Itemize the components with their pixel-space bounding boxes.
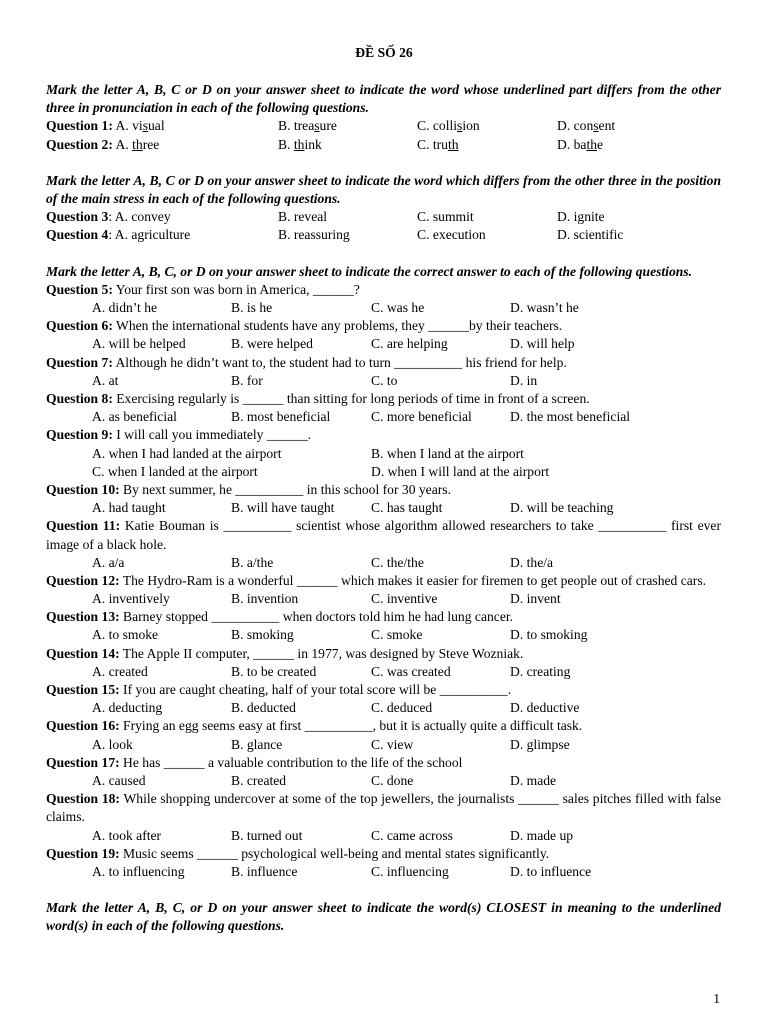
option-a: A. took after <box>92 827 162 843</box>
option-d: D. creating <box>510 663 571 679</box>
option-c: C. to <box>371 372 398 388</box>
question-label: Question 10: <box>46 481 120 497</box>
options-row <box>46 499 721 517</box>
question-label: Question 15: <box>46 682 120 698</box>
option-d: D. made <box>510 773 557 789</box>
page-title: ĐỀ SỐ 26 <box>355 45 413 60</box>
options-row <box>46 335 721 353</box>
option-b: B. created <box>231 773 287 789</box>
question-label: Question 19: <box>46 845 120 861</box>
option-c: C. deduced <box>371 700 433 716</box>
options-row <box>46 699 721 717</box>
question-stem <box>46 481 721 499</box>
option-b: B. glance <box>231 736 283 752</box>
question-label: Question 9: <box>46 427 113 443</box>
options-row <box>46 554 721 572</box>
option-a: A. caused <box>92 773 146 789</box>
question-label: Question 12: <box>46 572 120 588</box>
option-c: C. are helping <box>371 336 448 352</box>
question-stem <box>46 517 721 553</box>
question-label: Question 8: <box>46 390 113 406</box>
option-a: A. to smoke <box>92 627 159 643</box>
stress-instruction: Mark the letter A, B, C or D on your answer sheet to indicate the word which differs from the other three in the position of the main stress in each of the following questions. <box>46 172 721 206</box>
underlined-part: th <box>132 136 143 152</box>
options-row <box>46 736 721 754</box>
question-stem <box>46 317 721 335</box>
option-d: D. bathe <box>557 136 604 152</box>
option-b: B. invention <box>231 591 299 607</box>
option-c: C. execution <box>417 227 486 243</box>
option-a: A. as beneficial <box>92 409 177 425</box>
option-c: C. has taught <box>371 500 443 516</box>
question-text: When the international students have any problems, they ______by their teachers. <box>112 318 563 334</box>
option-a: A. to influencing <box>92 864 185 880</box>
option-b: B. most beneficial <box>231 409 331 425</box>
option-c: C. smoke <box>371 627 423 643</box>
option-b: B. reassuring <box>278 227 350 243</box>
option-a: A. didn’t he <box>92 299 158 315</box>
option-a: A. deducting <box>92 700 163 716</box>
option-c: C. view <box>371 736 414 752</box>
option-a: A. when I had landed at the airport <box>92 445 282 461</box>
question-text: Frying an egg seems easy at first __________, but it is actually quite a difficult task. <box>119 718 583 734</box>
option-c: C. the/the <box>371 554 424 570</box>
question-label: Question 7: <box>46 354 113 370</box>
option-a: A. created <box>92 663 148 679</box>
question-stem <box>46 426 721 444</box>
question-stem <box>46 608 721 626</box>
question-text: Although he didn’t want to, the student had to turn __________ his friend for help. <box>112 354 567 370</box>
options-row <box>46 772 721 790</box>
option-d: D. scientific <box>557 227 624 243</box>
question-list <box>46 281 721 881</box>
option-b: B. will have taught <box>231 500 335 516</box>
question-label: Question 1: <box>46 118 113 134</box>
options-row <box>46 863 721 881</box>
question-text: He has ______ a valuable contribution to the life of the school <box>119 754 463 770</box>
option-a: Question 3: A. convey <box>46 209 171 225</box>
option-d: D. to influence <box>510 864 592 880</box>
option-b: B. smoking <box>231 627 294 643</box>
option-d: D. made up <box>510 827 574 843</box>
question-text: By next summer, he __________ in this school for 30 years. <box>119 481 451 497</box>
question-stem <box>46 717 721 735</box>
option-c: C. influencing <box>371 864 449 880</box>
question-stem <box>46 354 721 372</box>
option-d: D. invent <box>510 591 561 607</box>
options-row <box>46 827 721 845</box>
question-1-row: Question 1: A. visual B. treasure C. collision D. consent <box>46 117 721 135</box>
underlined-part: s <box>142 118 148 134</box>
option-a: A. inventively <box>92 591 170 607</box>
option-c: C. more beneficial <box>371 409 472 425</box>
option-d: D. the/a <box>510 554 554 570</box>
option-a: Question 4: A. agriculture <box>46 227 191 243</box>
question-text: If you are caught cheating, half of your total score will be __________. <box>119 682 512 698</box>
question-text: Your first son was born in America, ______? <box>112 281 360 297</box>
grammar-instruction: Mark the letter A, B, C, or D on your answer sheet to indicate the correct answer to each of the following questions. <box>46 263 692 279</box>
question-stem <box>46 645 721 663</box>
option-d: D. in <box>510 372 538 388</box>
question-stem <box>46 390 721 408</box>
question-label: Question 11: <box>46 518 121 534</box>
option-c: C. done <box>371 773 414 789</box>
option-c: C. when I landed at the airport <box>92 463 258 479</box>
options-row <box>46 372 721 390</box>
options-row <box>46 408 721 426</box>
exam-content <box>46 81 721 936</box>
option-c: C. inventive <box>371 591 438 607</box>
options-row <box>46 590 721 608</box>
option-d: D. deductive <box>510 700 580 716</box>
question-label: Question 14: <box>46 645 120 661</box>
option-c: C. collision <box>417 118 480 134</box>
options-row <box>46 445 721 463</box>
option-a: A. at <box>92 372 119 388</box>
option-d: D. wasn’t he <box>510 299 579 315</box>
closest-meaning-instruction: Mark the letter A, B, C, or D on your answer sheet to indicate the word(s) CLOSEST in meaning to the underlined word(s) in each of the following questions. <box>46 900 721 934</box>
question-4-row <box>46 226 721 244</box>
option-b: B. to be created <box>231 663 317 679</box>
option-d: D. will be teaching <box>510 500 614 516</box>
question-text: Exercising regularly is ______ than sitting for long periods of time in front of a screen. <box>112 390 590 406</box>
option-a: A. will be helped <box>92 336 186 352</box>
option-d: D. ignite <box>557 209 605 225</box>
question-label: Question 16: <box>46 718 120 734</box>
pronunciation-instruction: Mark the letter A, B, C or D on your answer sheet to indicate the word whose underlined part differs from the other three in pronunciation in each of the following questions. <box>46 82 721 116</box>
question-stem <box>46 681 721 699</box>
question-text: The Hydro-Ram is a wonderful ______ which makes it easier for firemen to get people out of crashed cars. <box>119 572 707 588</box>
option-b: B. were helped <box>231 336 313 352</box>
option-a: A. had taught <box>92 500 166 516</box>
option-d: D. the most beneficial <box>510 409 631 425</box>
options-row <box>46 463 721 481</box>
option-b: B. is he <box>231 299 273 315</box>
options-row <box>46 626 721 644</box>
option-b: B. treasure <box>278 118 337 134</box>
option-b: B. for <box>231 372 263 388</box>
options-row <box>46 663 721 681</box>
question-text: I will call you immediately ______. <box>112 427 312 443</box>
option-c: C. summit <box>417 209 474 225</box>
question-stem <box>46 754 721 772</box>
option-d: D. will help <box>510 336 575 352</box>
question-label: Question 4 <box>46 227 109 243</box>
question-stem <box>46 572 721 590</box>
question-label: Question 13: <box>46 609 120 625</box>
option-a: A. look <box>92 736 133 752</box>
option-d: D. glimpse <box>510 736 570 752</box>
question-text: Music seems ______ psychological well-being and mental states significantly. <box>119 845 550 861</box>
option-c: C. came across <box>371 827 453 843</box>
option-c: C. was created <box>371 663 451 679</box>
option-d: D. to smoking <box>510 627 588 643</box>
question-3-row <box>46 208 721 226</box>
question-stem <box>46 845 721 863</box>
question-label: Question 18: <box>46 791 120 807</box>
question-label: Question 3 <box>46 209 109 225</box>
option-b: B. reveal <box>278 209 328 225</box>
option-b: B. deducted <box>231 700 296 716</box>
option-b: B. turned out <box>231 827 303 843</box>
question-stem <box>46 281 721 299</box>
option-b: B. think <box>278 136 322 152</box>
question-stem <box>46 790 721 826</box>
option-c: C. truth <box>417 136 459 152</box>
question-text: Barney stopped __________ when doctors told him he had lung cancer. <box>119 609 514 625</box>
options-row <box>46 299 721 317</box>
option-b: B. a/the <box>231 554 274 570</box>
option-b: B. influence <box>231 864 298 880</box>
question-label: Question 2: <box>46 136 113 152</box>
question-label: Question 5: <box>46 281 113 297</box>
option-d: D. consent <box>557 118 616 134</box>
question-label: Question 6: <box>46 318 113 334</box>
option-c: C. was he <box>371 299 425 315</box>
question-text: While shopping undercover at some of the top jewellers, the journalists ______ sales pitches filled with false claims. <box>46 791 721 825</box>
option-d: D. when I will land at the airport <box>371 463 550 479</box>
option-b: B. when I land at the airport <box>371 445 524 461</box>
option-a: A. a/a <box>92 554 125 570</box>
question-text: The Apple II computer, ______ in 1977, was designed by Steve Wozniak. <box>119 645 524 661</box>
question-text: Katie Bouman is __________ scientist whose algorithm allowed researchers to take __________ first ever image of a black hole. <box>46 518 721 552</box>
page-number: 1 <box>713 991 720 1006</box>
question-2-row: Question 2: A. three B. think C. truth D. bathe <box>46 136 721 154</box>
question-label: Question 17: <box>46 754 120 770</box>
